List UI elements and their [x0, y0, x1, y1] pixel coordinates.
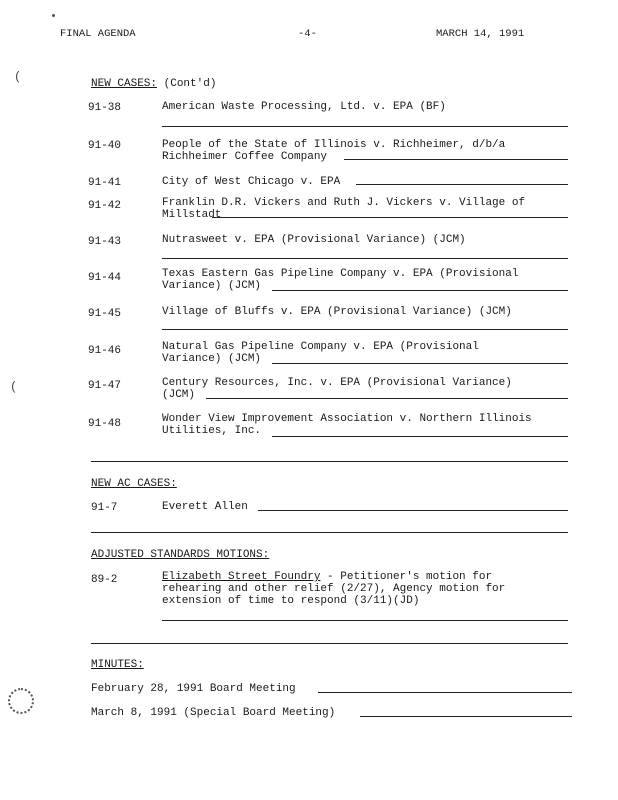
signature-line [162, 620, 568, 621]
case-line: Natural Gas Pipeline Company v. EPA (Provisional [162, 341, 479, 353]
case-line: Village of Bluffs v. EPA (Provisional Variance) (JCM) [162, 306, 512, 318]
header-date: MARCH 14, 1991 [436, 28, 525, 40]
case-line: Wonder View Improvement Association v. Northern Illinois [162, 413, 532, 425]
case-number: 91-44 [88, 272, 122, 284]
case-title [162, 176, 340, 188]
case-number: 91-38 [88, 102, 122, 114]
case-line: Century Resources, Inc. v. EPA (Provisional Variance) [162, 377, 512, 389]
case-number: 91-43 [88, 236, 122, 248]
signature-line [272, 290, 568, 291]
case-number: 91-45 [88, 308, 122, 320]
signature-line [91, 532, 568, 533]
case-number: 91-7 [91, 502, 118, 514]
hole-punch-mark: ( [10, 380, 18, 394]
scan-blot [8, 688, 34, 714]
case-line: Richheimer Coffee Company [162, 151, 328, 163]
case-number: 91-46 [88, 345, 122, 357]
case-number: 91-47 [88, 380, 122, 392]
hole-punch-mark: ( [14, 70, 22, 84]
new-ac-cases-heading: NEW AC CASES: [91, 478, 177, 490]
case-line: Franklin D.R. Vickers and Ruth J. Vickers v. Village of [162, 197, 526, 209]
signature-line [162, 258, 568, 259]
scan-speck [52, 14, 55, 17]
signature-line [356, 184, 568, 185]
motion-line [162, 571, 505, 583]
adjusted-standards-heading: ADJUSTED STANDARDS MOTIONS: [91, 549, 270, 561]
signature-line [162, 329, 568, 330]
case-line: (JCM) [162, 389, 196, 401]
signature-line [91, 461, 568, 462]
case-line: Utilities, Inc. [162, 425, 262, 437]
case-title [162, 501, 248, 513]
motion-text [162, 571, 505, 607]
minutes-item: March 8, 1991 (Special Board Meeting) [91, 707, 336, 719]
page-number: -4- [298, 28, 317, 40]
case-number: 89-2 [91, 574, 118, 586]
case-number: 91-40 [88, 140, 122, 152]
case-title [162, 341, 479, 365]
signature-line [344, 159, 568, 160]
case-number: 91-48 [88, 418, 122, 430]
signature-line [91, 643, 568, 644]
new-cases-suffix: (Cont'd) [163, 78, 217, 90]
case-line: Nutrasweet v. EPA (Provisional Variance) (JCM) [162, 234, 466, 246]
signature-line [272, 363, 568, 364]
motion-line: rehearing and other relief (2/27), Agency motion for [162, 583, 506, 595]
case-title [162, 306, 512, 318]
minutes-heading: MINUTES: [91, 659, 144, 671]
signature-line [258, 510, 568, 511]
new-cases-heading [91, 78, 216, 90]
case-line: American Waste Processing, Ltd. v. EPA (BF) [162, 101, 446, 113]
new-cases-title: NEW CASES: [91, 78, 158, 90]
case-line: Millstadt [162, 209, 222, 221]
motion-line-text: - Petitioner's motion for [320, 571, 493, 583]
signature-line [318, 692, 572, 693]
case-title [162, 268, 518, 292]
case-line: Variance) (JCM) [162, 280, 262, 292]
motion-line: extension of time to respond (3/11)(JD) [162, 595, 420, 607]
signature-line [212, 217, 568, 218]
case-title [162, 413, 532, 437]
signature-line [206, 398, 568, 399]
case-number: 91-42 [88, 200, 122, 212]
motion-title: Elizabeth Street Foundry [162, 571, 321, 583]
case-number: 91-41 [88, 177, 122, 189]
case-line: Everett Allen [162, 501, 248, 513]
signature-line [162, 126, 568, 127]
signature-line [360, 716, 572, 717]
header-title: FINAL AGENDA [60, 28, 136, 40]
case-title [162, 234, 466, 246]
signature-line [272, 436, 568, 437]
case-line: City of West Chicago v. EPA [162, 176, 341, 188]
case-line: People of the State of Illinois v. Richheimer, d/b/a [162, 139, 506, 151]
case-line: Variance) (JCM) [162, 353, 262, 365]
case-line: Texas Eastern Gas Pipeline Company v. EPA (Provisional [162, 268, 519, 280]
minutes-item: February 28, 1991 Board Meeting [91, 683, 296, 695]
case-title [162, 101, 446, 113]
